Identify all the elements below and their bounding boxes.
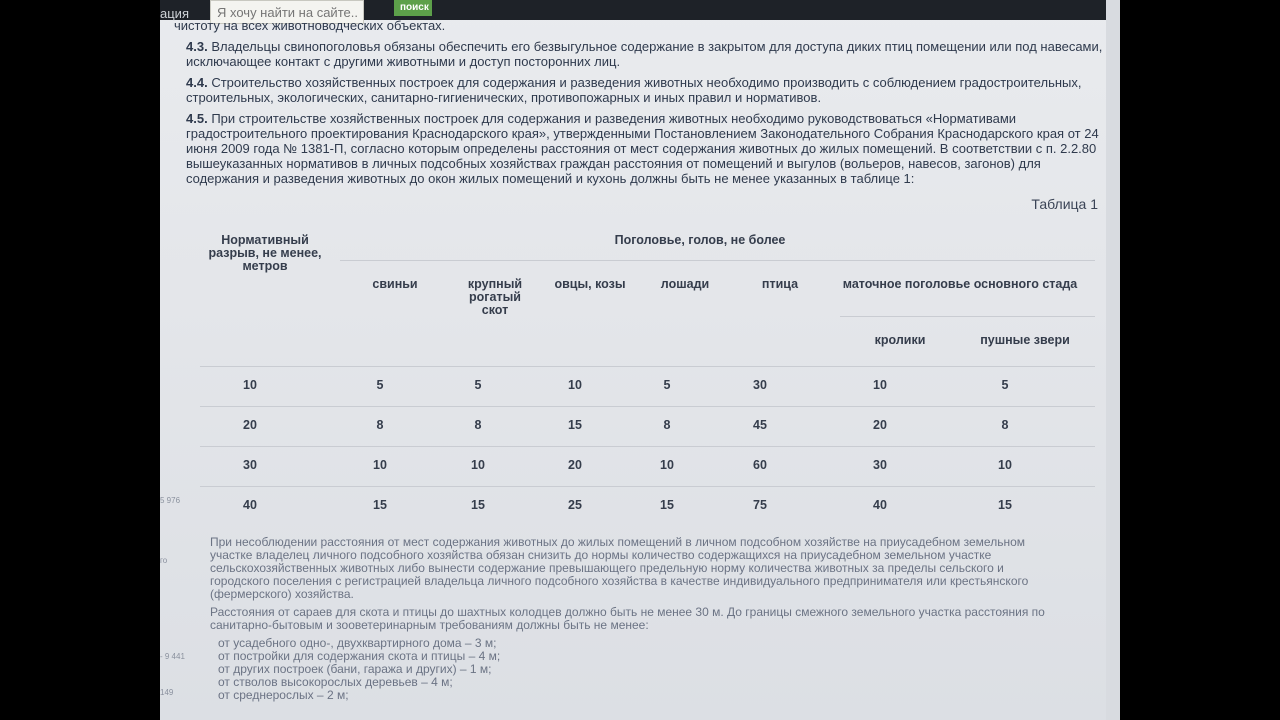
table-cell: 5 xyxy=(474,378,482,392)
table-cell: 15 xyxy=(568,418,582,432)
table-cell: 30 xyxy=(873,458,887,472)
col-header-fur-animals: пушные звери xyxy=(980,333,1070,347)
distance-cell: 10 xyxy=(243,378,257,392)
footnote-paragraph-2: Расстояния от сараев для скота и птицы до шахтных колодцев должно быть не менее 30 м. До границы смежного земельного участка расстояния по санитарно-бытовым и зооветеринарным требованиям должны быть не менее: xyxy=(210,605,1045,632)
table-cell: 40 xyxy=(873,498,887,512)
footnote-paragraph-1: При несоблюдении расстояния от мест содержания животных до жилых помещений в личном подсобном хозяйстве на приусадебном земельном участке владелец личного подсобного хозяйства обязан снизить до нормы количество содержащихся на приусадебном земельном участке сельскохозяйственных животных либо вынести содержание превышающего предельную норму количества животных за пределы сельского и городского поселения с регистрацией владельца личного подсобного хозяйства в качестве индивидуального предпринимателя или крестьянского (фермерского) хозяйства. xyxy=(210,535,1029,601)
article-body xyxy=(174,16,1104,192)
clause-text: Владельцы свинопоголовья обязаны обеспечить его безвыгульное содержание в закрытом для доступа диких птиц помещении или под навесами, исключающее контакт с другими животными и доступ посторонних лиц. xyxy=(186,39,1103,69)
table-cell: 15 xyxy=(471,498,485,512)
side-counter: 149 xyxy=(160,688,174,697)
divider xyxy=(840,316,1095,317)
paragraph-4-4 xyxy=(174,75,1104,105)
table-cell: 25 xyxy=(568,498,582,512)
list-item: от постройки для содержания скота и птицы – 4 м; xyxy=(218,649,501,663)
table-cell: 30 xyxy=(753,378,767,392)
table-cell: 8 xyxy=(474,418,482,432)
col-header-cattle: крупный рогатый скот xyxy=(467,277,523,317)
table-caption: Таблица 1 xyxy=(1031,196,1098,212)
divider xyxy=(340,260,1095,261)
table-cell: 5 xyxy=(376,378,384,392)
clause-number: 4.3. xyxy=(186,39,208,54)
group-header: Поголовье, голов, не более xyxy=(614,233,786,247)
table-cell: 8 xyxy=(376,418,384,432)
paragraph-4-5 xyxy=(174,111,1104,186)
col-header-breeding: маточное поголовье основного стада xyxy=(842,277,1078,291)
col-header-rabbits: кролики xyxy=(874,333,926,347)
clause-number: 4.4. xyxy=(186,75,208,90)
clause-number: 4.5. xyxy=(186,111,208,126)
side-counter: - 9 441 xyxy=(160,652,185,661)
table-cell: 10 xyxy=(873,378,887,392)
search-button[interactable]: поиск xyxy=(394,0,432,16)
col-header-poultry: птица xyxy=(761,277,799,291)
table-cell: 75 xyxy=(753,498,767,512)
col-header-distance: Нормативный разрыв, не менее, метров xyxy=(208,233,322,273)
table-cell: 20 xyxy=(568,458,582,472)
table-cell: 8 xyxy=(663,418,671,432)
list-item: от среднерослых – 2 м; xyxy=(218,688,349,702)
table-cell: 15 xyxy=(373,498,387,512)
clause-text: Строительство хозяйственных построек для содержания и разведения животных необходимо производить с соблюдением градостроительных, строительных, экологических, санитарно-гигиенических, противопожарных и иных правил и нормативов. xyxy=(186,75,1082,105)
clause-text: При строительстве хозяйственных построек для содержания и разведения животных необходимо руководствоваться «Нормативами градостроительного проектирования Краснодарского края», утвержденными Постановлением Законодательного Собрания Краснодарского края от 24 июня 2009 года № 1381-П, согласно которым определены расстояния от мест содержания животных до жилых помещений. В соответствии с п. 2.2.80 вышеуказанных нормативов в личных подсобных хозяйствах граждан расстояния от помещений и выгулов (вольеров, навесов, загонов) для содержания и разведения животных до окон жилых помещений и кухонь должны быть не менее указанных в таблице 1: xyxy=(186,111,1099,186)
table-cell: 10 xyxy=(471,458,485,472)
table-cell: 8 xyxy=(1001,418,1009,432)
col-header-pigs: свиньи xyxy=(372,277,418,291)
page-screen xyxy=(160,0,1120,720)
table-cell: 45 xyxy=(753,418,767,432)
divider xyxy=(200,366,1095,367)
side-counter: го xyxy=(160,556,168,565)
distance-list xyxy=(210,637,1060,702)
distance-cell: 20 xyxy=(243,418,257,432)
divider xyxy=(200,446,1095,447)
paragraph-4-3 xyxy=(174,39,1104,69)
list-item: от усадебного одно-, двухквартирного дома – 3 м; xyxy=(218,636,497,650)
list-item: от других построек (бани, гаража и других) – 1 м; xyxy=(218,662,492,676)
table-cell: 10 xyxy=(998,458,1012,472)
table-cell: 20 xyxy=(873,418,887,432)
table-cell: 10 xyxy=(568,378,582,392)
col-header-horses: лошади xyxy=(660,277,710,291)
table-cell: 10 xyxy=(373,458,387,472)
table-cell: 15 xyxy=(998,498,1012,512)
side-counter: 5 976 xyxy=(160,496,181,505)
list-item: от стволов высокорослых деревьев – 4 м; xyxy=(218,675,453,689)
table-cell: 10 xyxy=(660,458,674,472)
distance-cell: 30 xyxy=(243,458,257,472)
footnote xyxy=(210,536,1060,702)
table-cell: 5 xyxy=(663,378,671,392)
table-cell: 5 xyxy=(1001,378,1009,392)
table-cell: 60 xyxy=(753,458,767,472)
distance-cell: 40 xyxy=(243,498,257,512)
divider xyxy=(200,486,1095,487)
col-header-sheep: овцы, козы xyxy=(554,277,626,291)
nav-crumb[interactable]: ация xyxy=(160,6,189,21)
divider xyxy=(200,406,1095,407)
table-cell: 15 xyxy=(660,498,674,512)
paragraph-0: чистоту на всех животноводческих объектах. xyxy=(174,18,446,33)
scrollbar[interactable] xyxy=(1106,0,1120,720)
